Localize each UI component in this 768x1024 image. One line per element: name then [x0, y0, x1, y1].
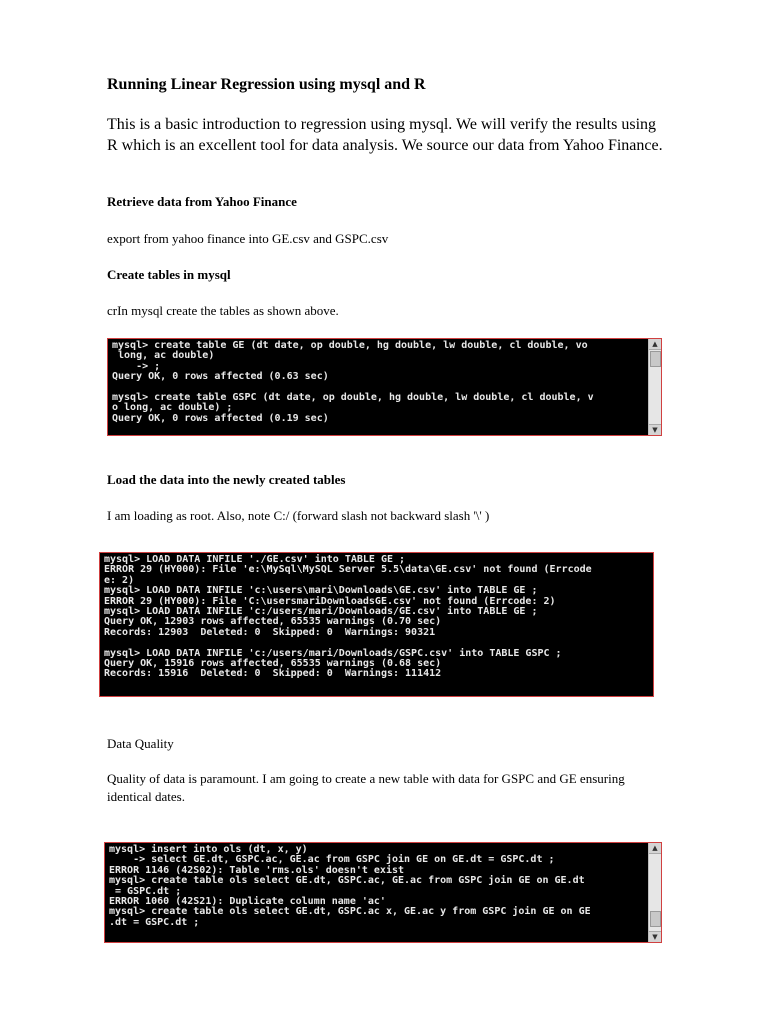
- load-heading: Load the data into the newly created tables: [107, 472, 346, 487]
- console-scrollbar[interactable]: [648, 339, 661, 435]
- load-text: I am loading as root. Also, note C:/ (forward slash not backward slash '\' ): [107, 508, 490, 523]
- scroll-down-icon[interactable]: ▼: [649, 931, 661, 942]
- retrieve-text: export from yahoo finance into GE.csv and GSPC.csv: [107, 231, 389, 246]
- intro-paragraph: This is a basic introduction to regression using mysql. We will verify the results using R which is an excellent tool for data analysis. We source our data from Yahoo Finance.: [107, 116, 663, 154]
- create-heading: Create tables in mysql: [107, 267, 231, 282]
- scroll-thumb[interactable]: [650, 911, 661, 927]
- document-title: Running Linear Regression using mysql and R: [107, 76, 426, 93]
- scroll-up-icon[interactable]: ▲: [649, 843, 661, 854]
- load-data-console: [99, 552, 654, 697]
- create-text: crIn mysql create the tables as shown above.: [107, 303, 339, 318]
- scroll-down-icon[interactable]: ▼: [649, 424, 661, 435]
- quality-console-output: mysql> insert into ols (dt, x, y) -> select GE.dt, GSPC.ac, GE.ac from GSPC join GE on GE.dt = GSPC.dt ; ERROR 1146 (42S02): Table 'rms.ols' doesn't exist mysql> create table ols select GE.dt, GSPC.ac, GE.ac from GSPC join GE on GE.dt = GSPC.dt ; ERROR 1060 (42S21): Duplicate column name 'ac' mysql> create table ols select GE.dt, GSPC.ac x, GE.ac y from GSPC join GE on GE .dt = GSPC.dt ;: [109, 844, 591, 928]
- quality-text: Quality of data is paramount. I am going to create a new table with data for GSPC and GE ensuring identical dates.: [107, 771, 625, 804]
- console-scrollbar[interactable]: [648, 843, 661, 942]
- scroll-thumb[interactable]: [650, 351, 661, 367]
- create-console-output: mysql> create table GE (dt date, op double, hg double, lw double, cl double, vo long, ac double) -> ; Query OK, 0 rows affected (0.63 sec) mysql> create table GSPC (dt date, op double, hg double, lw double, cl double, v o long, ac double) ; Query OK, 0 rows affected (0.19 sec): [112, 340, 594, 424]
- create-tables-console: [107, 338, 662, 436]
- retrieve-heading: Retrieve data from Yahoo Finance: [107, 194, 297, 209]
- load-console-output: mysql> LOAD DATA INFILE './GE.csv' into TABLE GE ; ERROR 29 (HY000): File 'e:\MySql\MySQL Server 5.5\data\GE.csv' not found (Errcode e: 2) mysql> LOAD DATA INFILE 'c:\users\mari\Downloads\GE.csv' into TABLE GE ; ERROR 29 (HY000): File 'C:\usersmariDownloadsGE.csv' not found (Errcode: 2) mysql> LOAD DATA INFILE 'c:/users/mari/Downloads/GE.csv' into TABLE GE ; Query OK, 12903 rows affected, 65535 warnings (0.70 sec) Records: 12903 Deleted: 0 Skipped: 0 Warnings: 90321 mysql> LOAD DATA INFILE 'c:/users/mari/Downloads/GSPC.csv' into TABLE GSPC ; Query OK, 15916 rows affected, 65535 warnings (0.68 sec) Records: 15916 Deleted: 0 Skipped: 0 Warnings: 111412: [104, 554, 592, 680]
- quality-heading: Data Quality: [107, 736, 174, 751]
- data-quality-console: [104, 842, 662, 943]
- scroll-up-icon[interactable]: ▲: [649, 339, 661, 350]
